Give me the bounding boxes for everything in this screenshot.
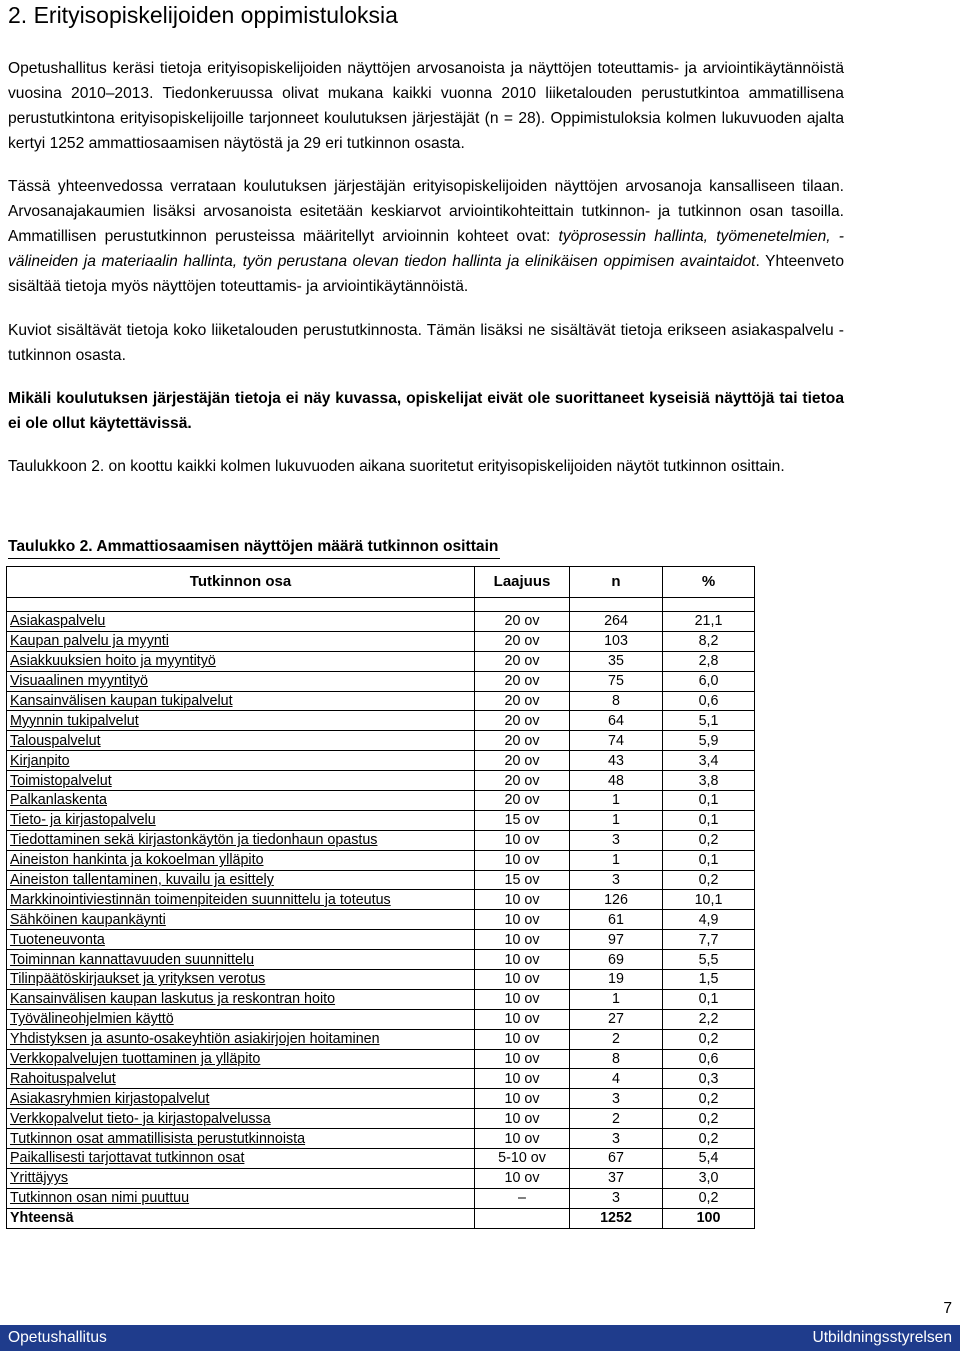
row-n: 43 <box>570 751 663 771</box>
table-row <box>7 930 755 950</box>
row-tutkinnon-osa: Asiakkuuksien hoito ja myyntityö <box>7 651 475 671</box>
total-n: 1252 <box>570 1208 663 1228</box>
intro-paragraph: Opetushallitus keräsi tietoja erityisopiskelijoiden näyttöjen arvosanoista ja näyttöjen toteuttamis- ja arviointikäytännöistä vuosina 2010–2013. Tiedonkeruussa olivat mukana kaikki vuonna 2010 liiketalouden perustutkintoa ammatillisena perustutkintona erityisopiskelijoille tarjonneet koulutuksen järjestäjät (n = 28). Oppimistuloksia kolmen lukuvuoden ajalta kertyi 1252 ammattiosaamisen näytöstä ja 29 eri tutkinnon osasta. <box>8 60 844 152</box>
row-tutkinnon-osa: Kaupan palvelu ja myynti <box>7 631 475 651</box>
table-row <box>7 1069 755 1089</box>
row-n: 264 <box>570 612 663 632</box>
header-laajuus: Laajuus <box>475 567 570 598</box>
row-percent: 0,2 <box>663 1089 755 1109</box>
row-tutkinnon-osa: Rahoituspalvelut <box>7 1069 475 1089</box>
table-row <box>7 810 755 830</box>
row-n: 126 <box>570 890 663 910</box>
row-laajuus: 10 ov <box>475 1129 570 1149</box>
table-row <box>7 850 755 870</box>
row-tutkinnon-osa: Työvälineohjelmien käyttö <box>7 1009 475 1029</box>
table-row <box>7 731 755 751</box>
notice-paragraph: Mikäli koulutuksen järjestäjän tietoja ei näy kuvassa, opiskelijat eivät ole suorittaneet kyseisiä näyttöjä tai tietoa ei ole ollut käytettävissä. <box>8 390 844 432</box>
table-row <box>7 1188 755 1208</box>
row-n: 103 <box>570 631 663 651</box>
row-laajuus: 20 ov <box>475 612 570 632</box>
table-row <box>7 1149 755 1169</box>
table-row <box>7 671 755 691</box>
row-n: 64 <box>570 711 663 731</box>
table-row <box>7 890 755 910</box>
table-spacer-row <box>7 598 755 612</box>
table-row <box>7 950 755 970</box>
row-percent: 8,2 <box>663 631 755 651</box>
row-tutkinnon-osa: Tutkinnon osat ammatillisista perustutkinnoista <box>7 1129 475 1149</box>
row-percent: 3,8 <box>663 771 755 791</box>
row-n: 3 <box>570 1089 663 1109</box>
row-tutkinnon-osa: Toimistopalvelut <box>7 771 475 791</box>
page-number: 7 <box>943 1300 952 1317</box>
table-row <box>7 1129 755 1149</box>
row-n: 3 <box>570 830 663 850</box>
table-row <box>7 751 755 771</box>
row-tutkinnon-osa: Yrittäjyys <box>7 1168 475 1188</box>
row-tutkinnon-osa: Verkkopalvelujen tuottaminen ja ylläpito <box>7 1049 475 1069</box>
row-percent: 3,4 <box>663 751 755 771</box>
header-n: n <box>570 567 663 598</box>
row-percent: 5,5 <box>663 950 755 970</box>
row-tutkinnon-osa: Tiedottaminen sekä kirjastonkäytön ja tiedonhaun opastus <box>7 830 475 850</box>
table-row <box>7 711 755 731</box>
row-n: 1 <box>570 810 663 830</box>
table-row <box>7 691 755 711</box>
row-n: 1 <box>570 791 663 811</box>
table-header-row <box>7 567 755 598</box>
row-n: 74 <box>570 731 663 751</box>
table-row <box>7 830 755 850</box>
row-tutkinnon-osa: Sähköinen kaupankäynti <box>7 910 475 930</box>
total-percent: 100 <box>663 1208 755 1228</box>
header-tutkinnon-osa: Tutkinnon osa <box>7 567 475 598</box>
row-n: 35 <box>570 651 663 671</box>
row-laajuus: 10 ov <box>475 830 570 850</box>
row-laajuus: 10 ov <box>475 850 570 870</box>
row-tutkinnon-osa: Visuaalinen myyntityö <box>7 671 475 691</box>
table-row <box>7 989 755 1009</box>
row-tutkinnon-osa: Kansainvälisen kaupan laskutus ja reskontran hoito <box>7 989 475 1009</box>
row-laajuus: 10 ov <box>475 1009 570 1029</box>
row-n: 61 <box>570 910 663 930</box>
row-tutkinnon-osa: Palkanlaskenta <box>7 791 475 811</box>
table-row <box>7 1049 755 1069</box>
row-percent: 7,7 <box>663 930 755 950</box>
row-n: 75 <box>570 671 663 691</box>
spacer-cell <box>663 598 755 612</box>
row-percent: 5,9 <box>663 731 755 751</box>
row-tutkinnon-osa: Asiakaspalvelu <box>7 612 475 632</box>
row-tutkinnon-osa: Kansainvälisen kaupan tukipalvelut <box>7 691 475 711</box>
row-n: 8 <box>570 1049 663 1069</box>
table-row <box>7 910 755 930</box>
row-n: 2 <box>570 1029 663 1049</box>
table-row <box>7 1009 755 1029</box>
row-tutkinnon-osa: Tilinpäätöskirjaukset ja yrityksen verotus <box>7 970 475 990</box>
row-n: 3 <box>570 870 663 890</box>
table-caption: Taulukko 2. Ammattiosaamisen näyttöjen määrä tutkinnon osittain <box>8 536 500 559</box>
row-laajuus: 20 ov <box>475 651 570 671</box>
row-percent: 0,2 <box>663 1129 755 1149</box>
row-percent: 21,1 <box>663 612 755 632</box>
row-laajuus: 20 ov <box>475 631 570 651</box>
row-laajuus: 20 ov <box>475 671 570 691</box>
row-laajuus: 10 ov <box>475 950 570 970</box>
table-row <box>7 631 755 651</box>
row-n: 48 <box>570 771 663 791</box>
page-title: 2. Erityisopiskelijoiden oppimistuloksia <box>8 2 398 28</box>
row-tutkinnon-osa: Tuoteneuvonta <box>7 930 475 950</box>
row-tutkinnon-osa: Yhdistyksen ja asunto-osakeyhtiön asiakirjojen hoitaminen <box>7 1029 475 1049</box>
spacer-cell <box>570 598 663 612</box>
row-laajuus: 20 ov <box>475 691 570 711</box>
row-laajuus: – <box>475 1188 570 1208</box>
table-row <box>7 870 755 890</box>
row-percent: 5,4 <box>663 1149 755 1169</box>
table-intro-paragraph: Taulukkoon 2. on koottu kaikki kolmen lukuvuoden aikana suoritetut erityisopiskelijoiden näytöt tutkinnon osittain. <box>8 458 785 475</box>
footer-left-text: Opetushallitus <box>8 1329 107 1346</box>
row-laajuus: 15 ov <box>475 810 570 830</box>
total-laajuus <box>475 1208 570 1228</box>
row-percent: 2,8 <box>663 651 755 671</box>
row-percent: 0,2 <box>663 1029 755 1049</box>
row-percent: 0,2 <box>663 870 755 890</box>
table-row <box>7 612 755 632</box>
row-percent: 2,2 <box>663 1009 755 1029</box>
table-row <box>7 1029 755 1049</box>
row-tutkinnon-osa: Markkinointiviestinnän toimenpiteiden suunnittelu ja toteutus <box>7 890 475 910</box>
row-laajuus: 10 ov <box>475 989 570 1009</box>
row-percent: 3,0 <box>663 1168 755 1188</box>
row-tutkinnon-osa: Paikallisesti tarjottavat tutkinnon osat <box>7 1149 475 1169</box>
table-row <box>7 1109 755 1129</box>
row-tutkinnon-osa: Asiakasryhmien kirjastopalvelut <box>7 1089 475 1109</box>
row-laajuus: 10 ov <box>475 1109 570 1129</box>
row-percent: 0,2 <box>663 1188 755 1208</box>
results-table <box>6 566 755 1229</box>
row-laajuus: 20 ov <box>475 711 570 731</box>
row-laajuus: 20 ov <box>475 751 570 771</box>
table-row <box>7 970 755 990</box>
row-n: 69 <box>570 950 663 970</box>
table-row <box>7 651 755 671</box>
row-percent: 0,1 <box>663 810 755 830</box>
row-tutkinnon-osa: Myynnin tukipalvelut <box>7 711 475 731</box>
row-percent: 0,2 <box>663 830 755 850</box>
row-percent: 4,9 <box>663 910 755 930</box>
row-n: 27 <box>570 1009 663 1029</box>
row-laajuus: 10 ov <box>475 1029 570 1049</box>
row-laajuus: 10 ov <box>475 1069 570 1089</box>
row-tutkinnon-osa: Talouspalvelut <box>7 731 475 751</box>
row-n: 37 <box>570 1168 663 1188</box>
summary-paragraph <box>8 174 844 299</box>
row-laajuus: 10 ov <box>475 1049 570 1069</box>
row-percent: 5,1 <box>663 711 755 731</box>
row-n: 4 <box>570 1069 663 1089</box>
row-percent: 0,1 <box>663 989 755 1009</box>
row-laajuus: 20 ov <box>475 771 570 791</box>
row-tutkinnon-osa: Kirjanpito <box>7 751 475 771</box>
row-n: 19 <box>570 970 663 990</box>
table-row <box>7 1089 755 1109</box>
figures-paragraph: Kuviot sisältävät tietoja koko liiketalouden perustutkinnosta. Tämän lisäksi ne sisältävät tietoja erikseen asiakaspalvelu -tutkinnon osasta. <box>8 322 844 364</box>
row-tutkinnon-osa: Tieto- ja kirjastopalvelu <box>7 810 475 830</box>
footer-right-text: Utbildningsstyrelsen <box>812 1329 952 1346</box>
row-tutkinnon-osa: Toiminnan kannattavuuden suunnittelu <box>7 950 475 970</box>
row-percent: 0,6 <box>663 1049 755 1069</box>
row-percent: 0,1 <box>663 791 755 811</box>
footer-bar <box>0 1325 960 1351</box>
total-label: Yhteensä <box>7 1208 475 1228</box>
row-tutkinnon-osa: Aineiston tallentaminen, kuvailu ja esittely <box>7 870 475 890</box>
row-n: 1 <box>570 989 663 1009</box>
row-n: 3 <box>570 1129 663 1149</box>
table-row <box>7 791 755 811</box>
row-n: 97 <box>570 930 663 950</box>
summary-text-c: . Yhteenveto sisältää tietoja myös näyttöjen toteuttamis- ja arviointikäytännöistä. <box>8 253 844 295</box>
row-n: 8 <box>570 691 663 711</box>
row-tutkinnon-osa: Tutkinnon osan nimi puuttuu <box>7 1188 475 1208</box>
row-laajuus: 10 ov <box>475 1089 570 1109</box>
row-laajuus: 10 ov <box>475 910 570 930</box>
row-percent: 0,1 <box>663 850 755 870</box>
row-percent: 0,3 <box>663 1069 755 1089</box>
header-percent: % <box>663 567 755 598</box>
row-laajuus: 10 ov <box>475 890 570 910</box>
table-row <box>7 1168 755 1188</box>
row-tutkinnon-osa: Verkkopalvelut tieto- ja kirjastopalvelussa <box>7 1109 475 1129</box>
row-tutkinnon-osa: Aineiston hankinta ja kokoelman ylläpito <box>7 850 475 870</box>
row-laajuus: 20 ov <box>475 731 570 751</box>
assessment-targets: työprosessin hallinta, työmenetelmien, -välineiden ja materiaalin hallinta, työn perustana olevan tiedon hallinta ja elinikäisen oppimisen avaintaidot <box>8 228 844 270</box>
row-laajuus: 20 ov <box>475 791 570 811</box>
row-n: 67 <box>570 1149 663 1169</box>
row-n: 3 <box>570 1188 663 1208</box>
row-laajuus: 10 ov <box>475 930 570 950</box>
table-row <box>7 771 755 791</box>
row-laajuus: 10 ov <box>475 970 570 990</box>
spacer-cell <box>475 598 570 612</box>
row-percent: 6,0 <box>663 671 755 691</box>
row-n: 2 <box>570 1109 663 1129</box>
row-laajuus: 5-10 ov <box>475 1149 570 1169</box>
row-n: 1 <box>570 850 663 870</box>
row-laajuus: 10 ov <box>475 1168 570 1188</box>
row-percent: 0,6 <box>663 691 755 711</box>
row-percent: 10,1 <box>663 890 755 910</box>
row-percent: 1,5 <box>663 970 755 990</box>
row-percent: 0,2 <box>663 1109 755 1129</box>
spacer-cell <box>7 598 475 612</box>
row-laajuus: 15 ov <box>475 870 570 890</box>
summary-text-a: Tässä yhteenvedossa verrataan koulutuksen järjestäjän erityisopiskelijoiden näyttöjen arvosanoja kansalliseen tilaan. Arvosanajakaumien lisäksi arvosanoista esitetään keskiarvot arviointikohteittain tutkinnon- ja tutkinnon osan tasoilla. Ammatillisen perustutkinnon perusteissa määritellyt arvioinnin kohteet ovat: <box>8 178 844 245</box>
table-total-row <box>7 1208 755 1228</box>
